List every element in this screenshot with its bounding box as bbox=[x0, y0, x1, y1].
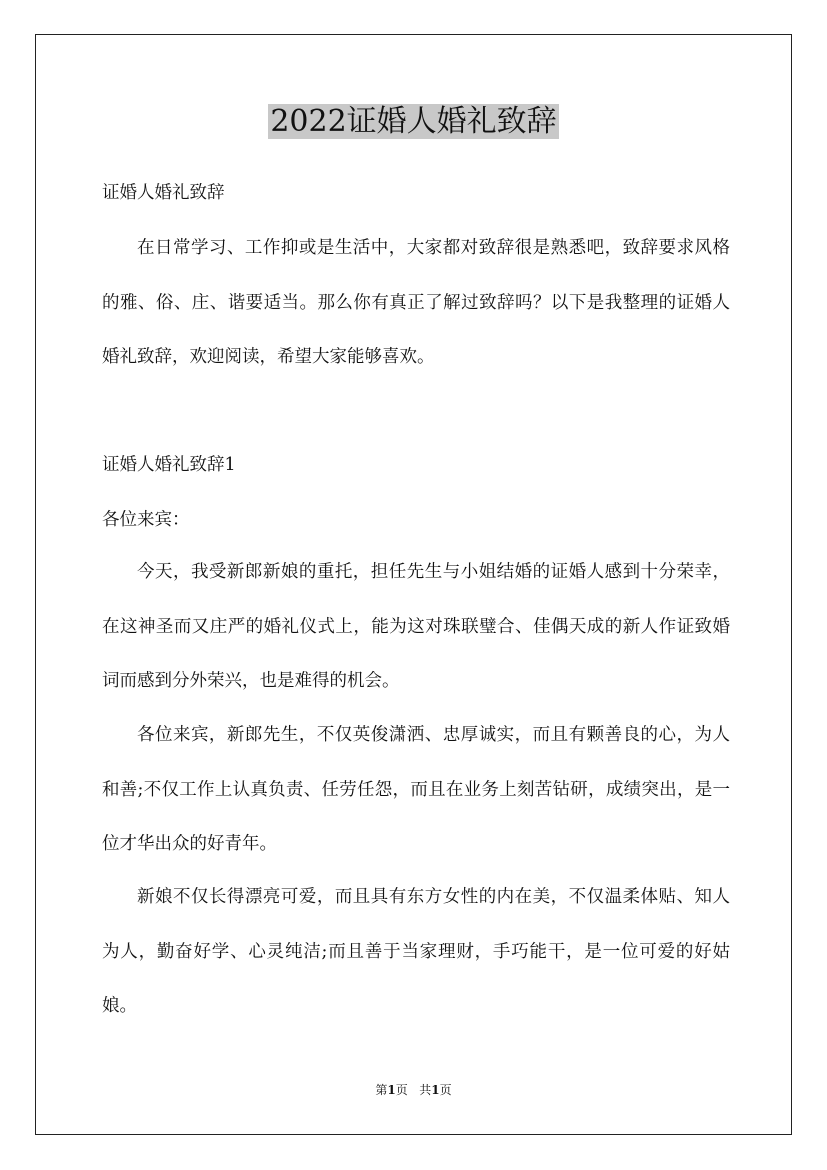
page-footer bbox=[0, 1082, 827, 1098]
salutation: 各位来宾： bbox=[102, 510, 190, 530]
page-number: 1 bbox=[387, 1083, 396, 1097]
page-suffix: 页 bbox=[395, 1083, 408, 1097]
document-title-highlight: 2022证婚人婚礼致辞 bbox=[270, 104, 557, 139]
document-title bbox=[0, 100, 827, 144]
total-prefix: 共 bbox=[419, 1083, 432, 1097]
body-paragraph-2: 各位来宾，新郎先生，不仅英俊潇洒、忠厚诚实，而且有颗善良的心，为人和善;不仅工作上认真负责、任劳任怨，而且在业务上刻苦钻研，成绩突出，是一位才华出众的好青年。 bbox=[102, 725, 730, 854]
intro-paragraph: 在日常学习、工作抑或是生活中，大家都对致辞很是熟悉吧，致辞要求风格的雅、俗、庄、谐要适当。那么你有真正了解过致辞吗？以下是我整理的证婚人婚礼致辞，欢迎阅读，希望大家能够喜欢。 bbox=[102, 238, 730, 367]
body-paragraph-1: 今天，我受新郎新娘的重托，担任先生与小姐结婚的证婚人感到十分荣幸，在这神圣而又庄严的婚礼仪式上，能为这对珠联璧合、佳偶天成的新人作证致婚词而感到分外荣兴，也是难得的机会。 bbox=[102, 562, 730, 691]
section-heading: 证婚人婚礼致辞1 bbox=[102, 455, 236, 475]
document-subtitle: 证婚人婚礼致辞 bbox=[102, 183, 225, 203]
total-suffix: 页 bbox=[439, 1083, 452, 1097]
total-pages: 1 bbox=[431, 1083, 440, 1097]
body-paragraph-3: 新娘不仅长得漂亮可爱，而且具有东方女性的内在美，不仅温柔体贴、知人为人，勤奋好学、心灵纯洁;而且善于当家理财，手巧能干，是一位可爱的好姑娘。 bbox=[102, 887, 730, 1016]
page-prefix: 第 bbox=[375, 1083, 388, 1097]
